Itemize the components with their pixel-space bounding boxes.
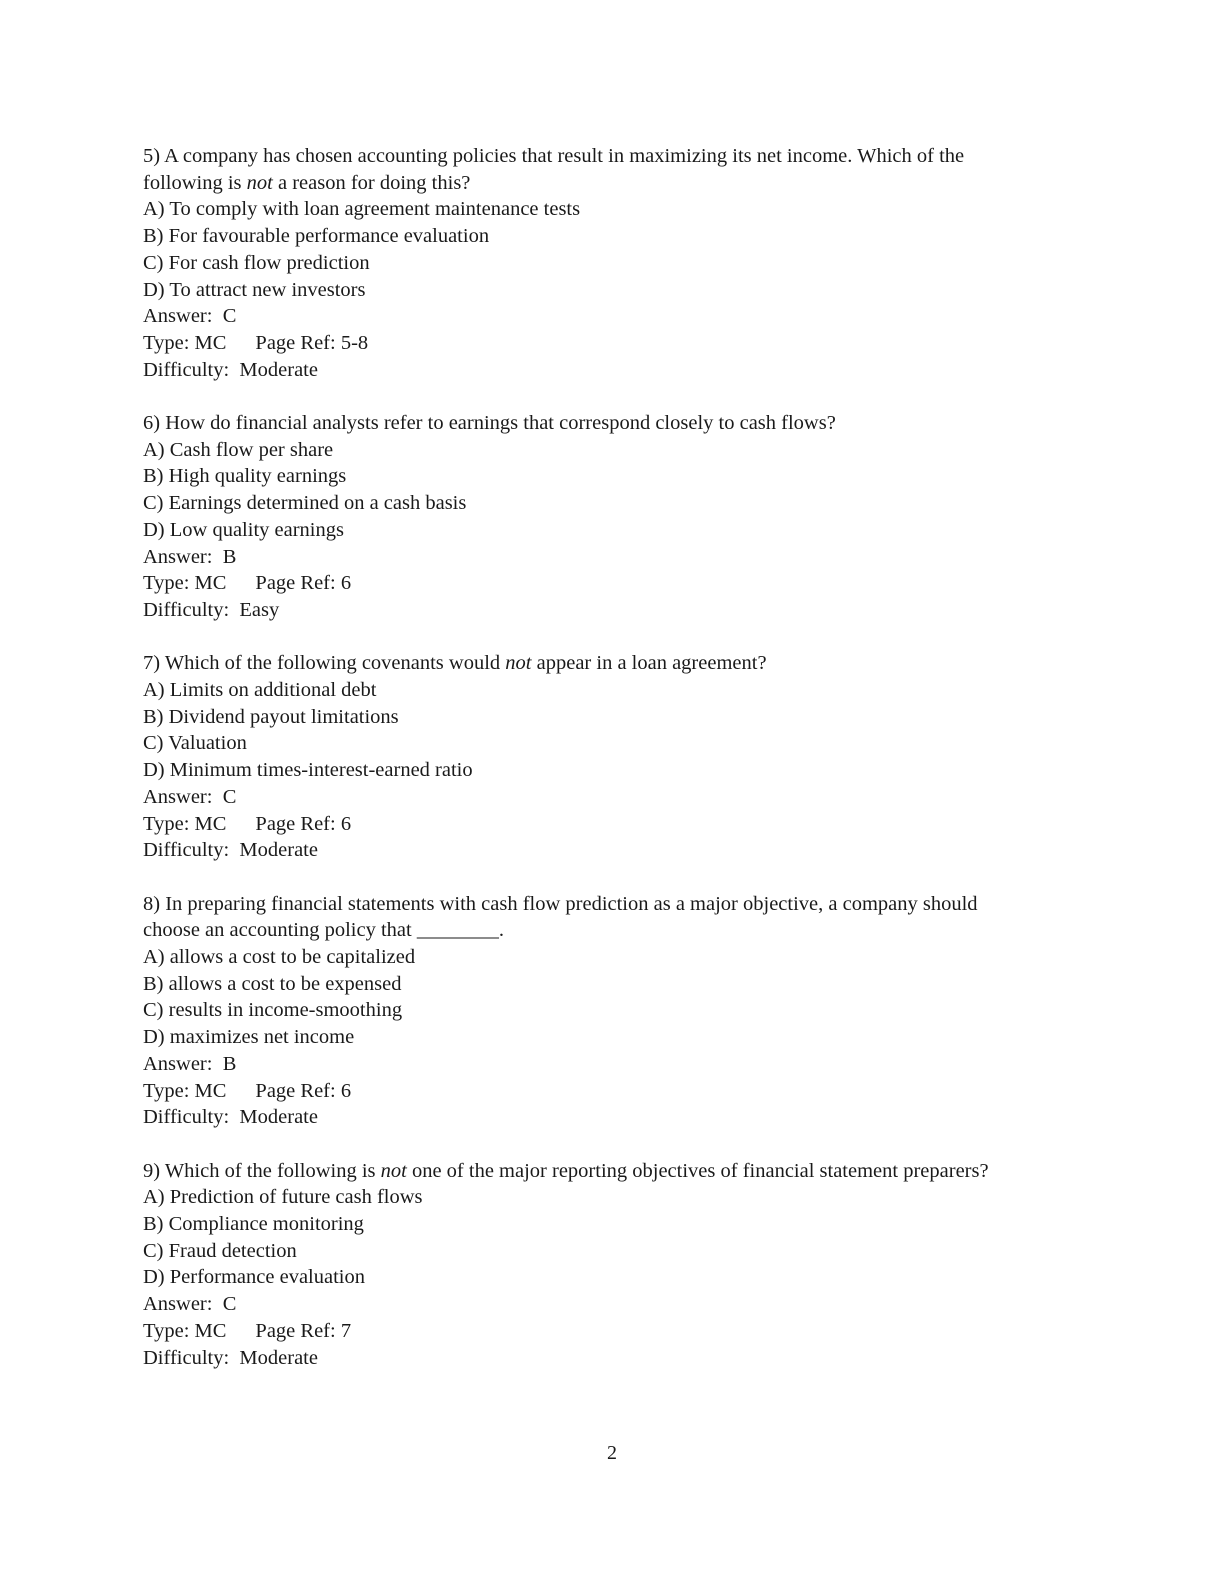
question-type: Type: MC bbox=[143, 1079, 227, 1102]
emphasis-not: not bbox=[246, 171, 273, 194]
option-d: D) Low quality earnings bbox=[143, 518, 344, 541]
page-ref: Page Ref: 6 bbox=[255, 1079, 352, 1102]
page-content bbox=[143, 143, 1063, 1398]
question-stem-line: 6) How do financial analysts refer to earnings that correspond closely to cash flows? bbox=[143, 412, 836, 435]
option-a: A) Prediction of future cash flows bbox=[143, 1186, 423, 1209]
type-page-ref bbox=[143, 1318, 1063, 1345]
page-number: 2 bbox=[607, 1442, 617, 1464]
option-c: C) Earnings determined on a cash basis bbox=[143, 492, 467, 515]
difficulty: Difficulty: Easy bbox=[143, 598, 280, 621]
option-b: B) Compliance monitoring bbox=[143, 1213, 364, 1236]
question-type: Type: MC bbox=[143, 331, 227, 354]
option-c: C) Fraud detection bbox=[143, 1239, 297, 1262]
option-a: A) allows a cost to be capitalized bbox=[143, 946, 416, 969]
answer: Answer: C bbox=[143, 305, 237, 328]
option-a: A) Limits on additional debt bbox=[143, 679, 377, 702]
option-a: A) Cash flow per share bbox=[143, 438, 334, 461]
difficulty: Difficulty: Moderate bbox=[143, 1106, 318, 1129]
option-c: C) For cash flow prediction bbox=[143, 251, 370, 274]
difficulty: Difficulty: Moderate bbox=[143, 1346, 318, 1369]
option-d: D) To attract new investors bbox=[143, 278, 366, 301]
question-type: Type: MC bbox=[143, 812, 227, 835]
page-ref: Page Ref: 6 bbox=[255, 572, 352, 595]
answer: Answer: B bbox=[143, 545, 237, 568]
type-page-ref bbox=[143, 811, 1063, 838]
page-ref: Page Ref: 7 bbox=[255, 1319, 352, 1342]
option-b: B) allows a cost to be expensed bbox=[143, 972, 402, 995]
question-stem-line: 7) Which of the following covenants would not appear in a loan agreement? bbox=[143, 652, 767, 675]
emphasis-not: not bbox=[380, 1159, 407, 1182]
option-b: B) High quality earnings bbox=[143, 465, 347, 488]
answer: Answer: C bbox=[143, 1293, 237, 1316]
question-5 bbox=[143, 143, 1063, 383]
answer: Answer: C bbox=[143, 785, 237, 808]
option-a: A) To comply with loan agreement maintenance tests bbox=[143, 198, 581, 221]
question-stem-line: 8) In preparing financial statements with cash flow prediction as a major objective, a company should bbox=[143, 892, 978, 915]
option-b: B) For favourable performance evaluation bbox=[143, 225, 490, 248]
emphasis-not: not bbox=[505, 652, 532, 675]
difficulty: Difficulty: Moderate bbox=[143, 839, 318, 862]
question-stem-line: choose an accounting policy that ________. bbox=[143, 919, 504, 942]
question-7 bbox=[143, 650, 1063, 864]
option-c: C) Valuation bbox=[143, 732, 247, 755]
option-b: B) Dividend payout limitations bbox=[143, 705, 399, 728]
question-type: Type: MC bbox=[143, 572, 227, 595]
answer: Answer: B bbox=[143, 1052, 237, 1075]
question-stem-line: following is not a reason for doing this? bbox=[143, 171, 471, 194]
question-6 bbox=[143, 410, 1063, 624]
page-ref: Page Ref: 5-8 bbox=[255, 331, 369, 354]
question-type: Type: MC bbox=[143, 1319, 227, 1342]
question-9 bbox=[143, 1158, 1063, 1372]
question-stem-line: 9) Which of the following is not one of the major reporting objectives of financial statement preparers? bbox=[143, 1159, 989, 1182]
type-page-ref bbox=[143, 1078, 1063, 1105]
type-page-ref bbox=[143, 330, 1063, 357]
difficulty: Difficulty: Moderate bbox=[143, 358, 318, 381]
option-d: D) maximizes net income bbox=[143, 1026, 355, 1049]
option-c: C) results in income-smoothing bbox=[143, 999, 403, 1022]
option-d: D) Minimum times-interest-earned ratio bbox=[143, 759, 473, 782]
question-stem-line: 5) A company has chosen accounting policies that result in maximizing its net income. Which of the bbox=[143, 145, 965, 167]
type-page-ref bbox=[143, 570, 1063, 597]
page-ref: Page Ref: 6 bbox=[255, 812, 352, 835]
question-8 bbox=[143, 891, 1063, 1131]
option-d: D) Performance evaluation bbox=[143, 1266, 365, 1289]
